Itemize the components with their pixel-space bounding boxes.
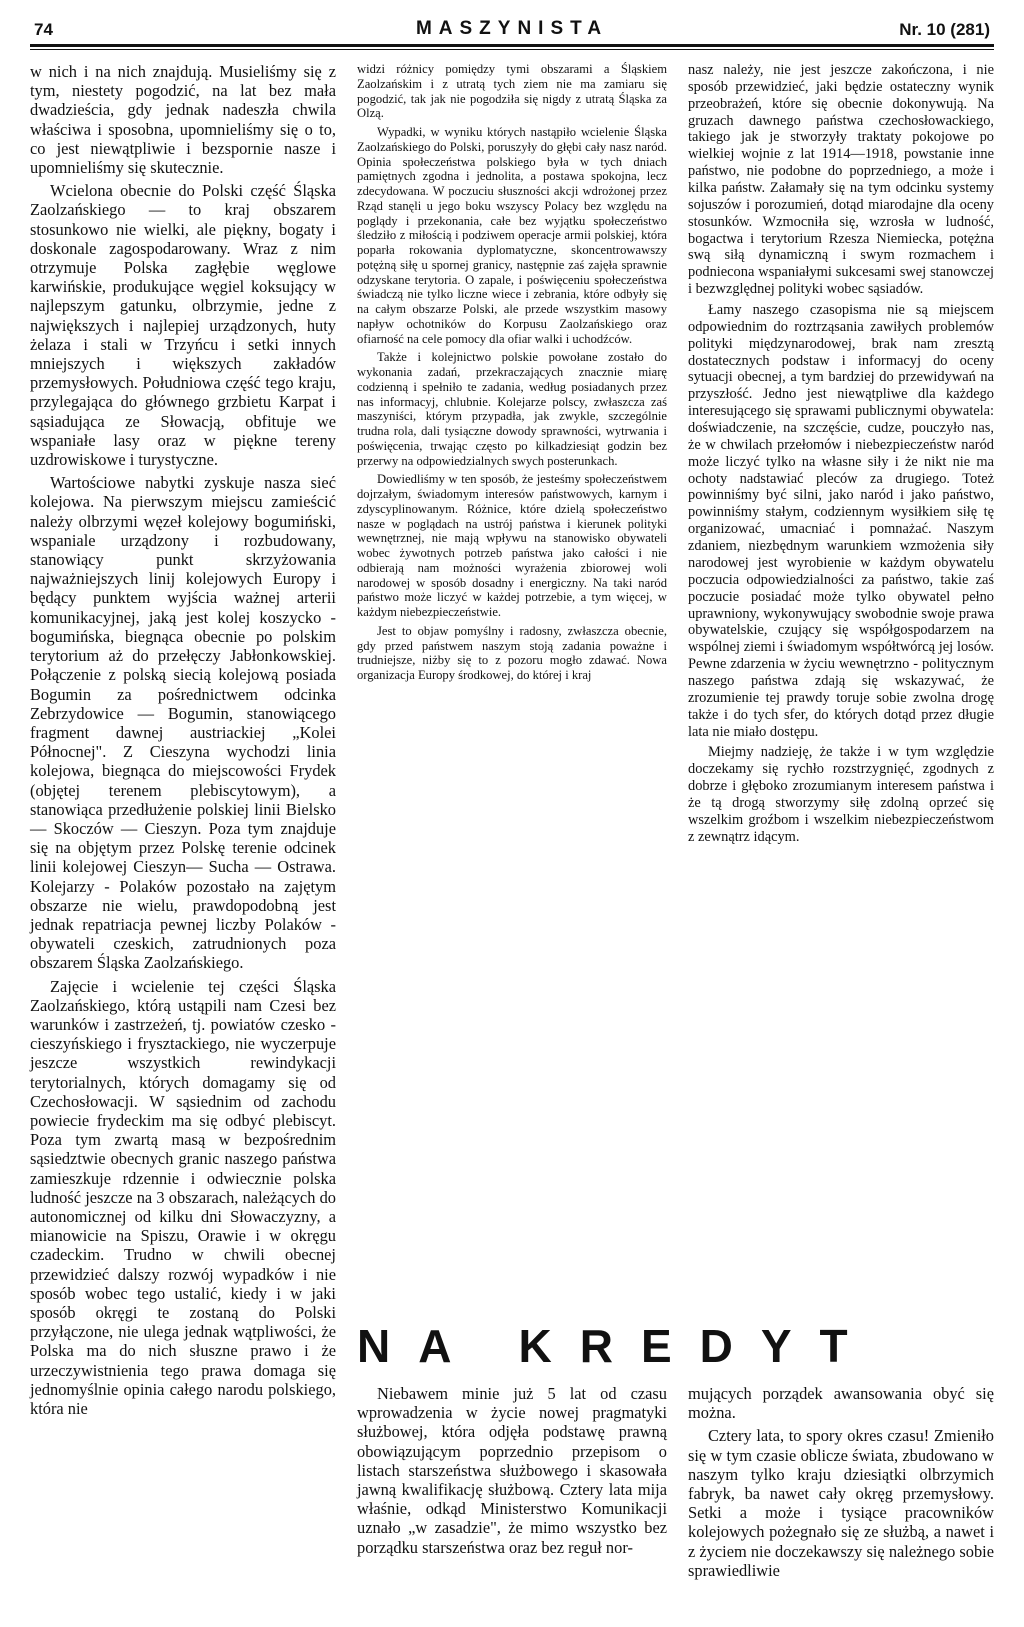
header-rule [30,44,994,47]
paragraph: Wartościowe nabytki zyskuje nasza sieć kolejowa. Na pierwszym miejscu zamieścić należy olbrzymi węzeł kolejowy bogumiński, wspaniale urządzony i rozbudowany, stanowiący punkt skrzyżowania najważniejszych linij kolejowych Europy i będący punktem wyjścia ważnej arterii komunikacyjnej, jaką jest kolej koszycko - bogumińska, biegnąca obecnie po polskim terytorium aż do przełęczy Jabłonkowskiej. Połączenie z polską siecią kolejową posiada Bogumin za pośrednictwem odcinka Zebrzydowice — Bogumin, stanowiącego fragment dawnej austriackiej „Kolei Północnej". Z Cieszyna wychodzi linia kolejowa, biegnąca do miejscowości Frydek (objętej terenem plebiscytowym), a stanowiąca przedłużenie polskiej linii Bielsko — Skoczów — Cieszyn. Poza tym znajduje się na objętym przez Polskę terenie odcinek linii kolejowej Cieszyn— Sucha — Ostrawa. Kolejarzy - Polaków pozostało na zajętym obszarze nie wielu, prawdopodobną jest jednak repatriacja pewnej liczby Polaków - obywateli czeskich, zatrudnionych poza obszarem Śląska Zaolzańskiego. [30,473,336,973]
page-number: 74 [34,20,53,39]
paragraph: Dowiedliśmy w ten sposób, że jesteśmy społeczeństwem dojrzałym, świadomym interesów państwowych, karnym i zdyscyplinowanym. Różnice, które dzielą społeczeństwo nasze w poglądach na ustrój państwa i kierunek polityki wewnętrznej, nie mają wpływu na stanowisko obywateli wobec żywotnych potrzeb państwa jako całości i nie odbierają nam możności wyrażenia zbiorowej woli narodowej w sposób dosadny i energiczny. Na taki naród państwo może liczyć w każdej potrzebie, a tym więcej, w każdym niebezpieczeństwie. [357,472,667,619]
paragraph: w nich i na nich znajdują. Musieliśmy się z tym, niestety pogodzić, na lat bez mała dwadzieścia, gdy jednak nadeszła chwila właściwa i sposobna, upomnieliśmy się o to, co jest niewątpliwie i bezspornie nasze i upomnieliśmy się skutecznie. [30,62,336,178]
article2-column-1 [357,1384,667,1624]
paragraph: nasz należy, nie jest jeszcze zakończona, i nie sposób przewidzieć, jaki będzie ostateczny wynik przeobrażeń, które się obecnie dokonywują. Na gruzach dawnego państwa czechosłowackiego, takiego jak je stworzyły traktaty pokojowe po wielkiej wojnie z lat 1914—1918, powstanie inne państwo, nie podobne do poprzedniego, a może i kilka państw. Załamały się na tym odcinku systemy sojuszów i porozumień, dotąd miarodajne dla oceny stosunków. Wzmocniła się, wzrosła w ludność, bogactwa i terytorium Rzesza Niemiecka, potężna swą siłą dynamiczną i swym rozmachem i podniecona wspaniałymi sukcesami swej stanowczej i bezwzględnej polityki wobec sąsiadów. [688,62,994,298]
journal-title: MASZYNISTA [415,18,609,39]
page-header [30,8,994,42]
header-rule-thin [30,49,994,50]
paragraph: Wcielona obecnie do Polski część Śląska Zaolzańskiego — to kraj obszarem stosunkowo nie wielki, ale piękny, bogaty i doskonale zagospodarowany. Wraz z nim otrzymuje Polska zagłębie węglowe karwińskie, produkujące węgiel koksujący w najlepszym gatunku, olbrzymie, jedne z największych i najlepiej urządzonych, huty żelaza i stali w Trzyńcu i setki innych mniejszych i większych zakładów przemysłowych. Południowa część tego kraju, przylegająca do głównego grzbietu Karpat i sąsiadująca ze Słowacją, obfituje we wspaniałe lasy oraz w piękne tereny uzdrowiskowe i turystyczne. [30,181,336,470]
paragraph: Łamy naszego czasopisma nie są miejscem odpowiednim do roztrząsania zawiłych problemów polityki międzynarodowej, brak nam zresztą dostatecznych podstaw i informacyj do oceny sytuacji obecnej, a tym bardziej do przewidywań na przyszłość. Jedno jest niewątpliwe dla każdego interesującego się sprawami publicznymi obywatela: doświadczenie, na szczęście, cudze, pouczyło nas, że w chwilach przełomów i niebezpieczeństw naród może liczyć tylko na własne siły i że nikt nie ma ochoty nadstawiać pleców za drugiego. Toteż powinniśmy być silni, jako naród i jako państwo, powinniśmy stałym, codziennym wysiłkiem siłę tę organizować, umacniać i pomnażać. Naszym zdaniem, niezbędnym warunkiem wzmożenia siły narodowej jest wyrobienie w każdym obywatelu poczucia odpowiedzialności za państwo, takie zaś poczucie posiadać może tylko obywatel pełno uprawniony, wykonywujący swobodnie swoje prawa obywatelskie, czujący się współgospodarzem na wspólnej ziemi i świadomym współtwórcą jej losów. Pewne zdarzenia w życiu wewnętrzno - politycznym naszego państwa zdają się wskazywać, że zrozumienie tej prawdy toruje sobie zwolna drogę także i do tych sfer, do których dotąd przez długie lata nie miało dostępu. [688,302,994,740]
paragraph: widzi różnicy pomiędzy tymi obszarami a Śląskiem Zaolzańskim i z utratą tych ziem nie ma zamiaru się pogodzić, tak jak nie pogodziła się nigdy z utratą Śląska za Olzą. [357,62,667,121]
paragraph: mujących porządek awansowania obyć się można. [688,1384,994,1423]
article-column-3 [688,62,994,862]
paragraph: Jest to objaw pomyślny i radosny, zwłaszcza obecnie, gdy przed państwem naszym stoją zadania poważne i trudniejsze, niżby się to z pozoru mogło zdawać. Nowa organizacja Europy środkowej, do której i kraj [357,623,667,682]
paragraph: Miejmy nadzieję, że także i w tym względzie doczekamy się rychło rozstrzygnięć, zgodnych z dobrze i głęboko zrozumianym interesem państwa i że tą drogą stworzymy siłę zdolną oprzeć się wszelkim groźbom i wszelkim niebezpieczeństwom z zewnątrz idącym. [688,744,994,845]
article2-column-2 [688,1384,994,1624]
paragraph: Niebawem minie już 5 lat od czasu wprowadzenia w życie nowej pragmatyki służbowej, która odjęła podstawę prawną obowiązującym poprzednio przepisom o listach starszeństwa służbowego i skasowała jawną kwalifikację służbową. Cztery lata mija właśnie, odkąd Ministerstwo Komunikacji uznało „w zasadzie", że mimo wszystko bez porządku starszeństwa oraz bez reguł nor- [357,1384,667,1557]
article-column-2 [357,62,667,702]
paragraph: Także i kolejnictwo polskie powołane zostało do wykonania zadań, przekraczających znacznie miarę codzienną i spełniło te zadania, według posiadanych przez nas informacyj, chlubnie. Kolejarze polscy, zwłaszcza zaś maszyniści, którym przypadła, jak zwykle, szczególnie trudna rola, dali tysiączne dowody sprawności, wytrwania i poświęcenia, trwając często po kilkadziesiąt godzin bez przerwy na odpowiedzialnych swych posterunkach. [357,350,667,468]
article-heading: NA KREDYT [357,1320,876,1372]
paragraph: Wypadki, w wyniku których nastąpiło wcielenie Śląska Zaolzańskiego do Polski, poruszyły do głębi cały nasz naród. Opinia społeczeństwa polskiego była w tych dniach pamiętnych zgodna i jednolita, a postawa spokojna, lecz zdecydowana. W poczuciu słuszności akcji wdrożonej przez Rząd stanęli u jego boku wszyscy Polacy bez względu na poglądy i przekonania, całe bez wyjątku społeczeństwo śledziło z miłością i podziwem operacje armii polskiej, która poparła rokowania dyplomatyczne, skoncentrowawszy potężną siłę u spornej granicy, następnie zaś zajęła sprawnie odzyskane terytoria. O zapale, i poświęceniu społeczeństwa świadczą nie tylko liczne wiece i zebrania, które odbyły się na całym obszarze Polski, ale przede wszystkim masowy napływ ochotników do Korpusu Zaolzańskiego oraz ofiarność na cele pomocy dla ofiar walki i uchodźców. [357,125,667,346]
article-column-1 [30,62,336,1622]
paragraph: Zajęcie i wcielenie tej części Śląska Zaolzańskiego, którą ustąpili nam Czesi bez warunków i zastrzeżeń, tj. powiatów czesko - cieszyńskiego i frysztackiego, nie wyczerpuje jeszcze wszystkich rewindykacji terytorialnych, których domagamy się od Czechosłowacji. W sąsiednim od zachodu powiecie frydeckim ma się odbyć plebiscyt. Poza tym zwartą masą w bezpośrednim sąsiedztwie obecnych granic naszego państwa zamieszkuje rdzennie i odwiecznie polska ludność jeszcze na 3 obszarach, należących do autonomicznej od kilku dni Słowaczyzny, a mianowicie na Spiszu, Orawie i w okręgu czadeckim. Trudno w chwili obecnej przewidzieć dalszy rozwój wypadków i nie sposób wobec tego ustalić, kiedy i w jaki sposób okręgi te zostaną do Polski przyłączone, nie ulega jednak wątpliwości, że Polska ma do nich słuszne prawo i że urzeczywistnienia tego prawa domaga się jednomyślnie opinia całego narodu polskiego, która nie [30,976,336,1419]
paragraph: Cztery lata, to spory okres czasu! Zmieniło się w tym czasie oblicze świata, zbudowano w naszym tylko kraju dziesiątki olbrzymich fabryk, ba nawet cały okręg przemysłowy. Setki a może i tysiące pracowników kolejowych pożegnało się ze służbą, a nawet i z życiem nie doczekawszy się należnego sobie sprawiedliwie [688,1426,994,1580]
issue-number: Nr. 10 (281) [899,20,990,39]
